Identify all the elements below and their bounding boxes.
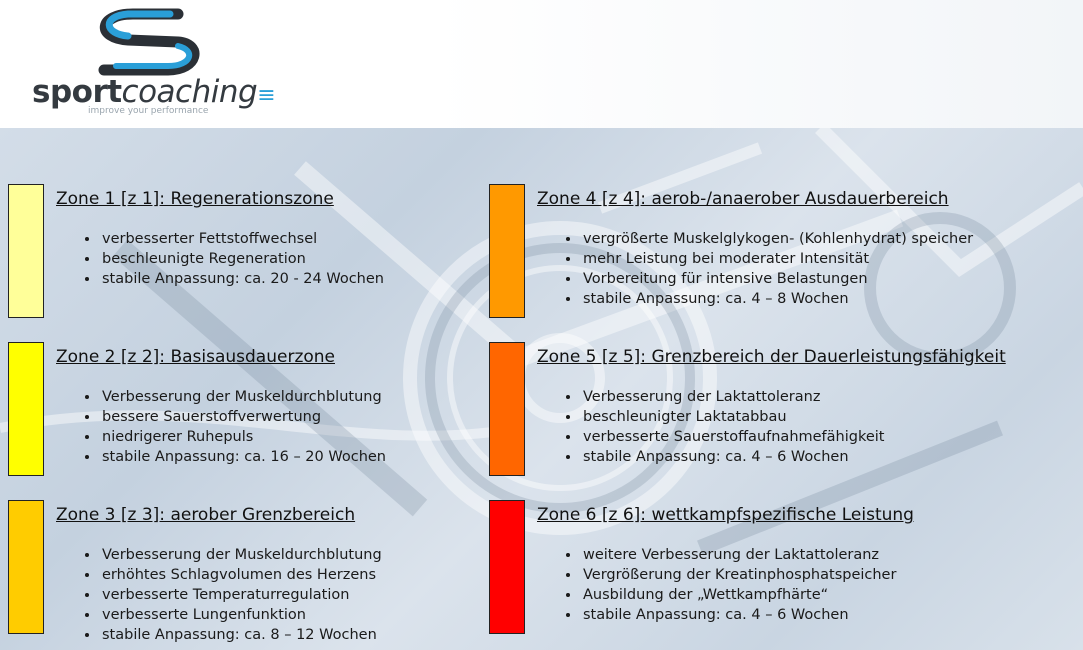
zone-4-title: Zone 4 [z 4]: aerob-/anaerober Ausdauerbereich: [537, 189, 949, 209]
list-item: • verbesserte Sauerstoffaufnahmefähigkeit: [581, 427, 884, 447]
zone-2-list: [56, 387, 386, 467]
list-item: • Verbesserung der Muskeldurchblutung: [100, 545, 382, 565]
zone-1-color-swatch: [8, 184, 44, 318]
zone-6-title: Zone 6 [z 6]: wettkampfspezifische Leistung: [537, 505, 914, 525]
list-item: • verbesserte Temperaturregulation: [100, 585, 382, 605]
list-item: • stabile Anpassung: ca. 4 – 8 Wochen: [581, 289, 973, 309]
list-item: • Ausbildung der „Wettkampfhärte“: [581, 585, 896, 605]
zone-1-list: [56, 229, 384, 289]
zone-1-title: Zone 1 [z 1]: Regenerationszone: [56, 189, 334, 209]
list-item: • beschleunigter Laktatabbau: [581, 407, 884, 427]
zone-2-color-swatch: [8, 342, 44, 476]
list-item: • niedrigerer Ruhepuls: [100, 427, 386, 447]
logo-brand-rest: coaching: [121, 74, 258, 110]
logo-mark-icon: ≡: [257, 83, 276, 108]
list-item: • vergrößerte Muskelglykogen- (Kohlenhydrat) speicher: [581, 229, 973, 249]
sportcoaching-logo: [28, 8, 278, 123]
zone-3-list: [56, 545, 382, 645]
zone-4-list: [537, 229, 973, 309]
zone-3-title: Zone 3 [z 3]: aerober Grenzbereich: [56, 505, 356, 525]
list-item: • stabile Anpassung: ca. 4 – 6 Wochen: [581, 605, 896, 625]
zone-4-color-swatch: [489, 184, 525, 318]
zone-5-list: [537, 387, 884, 467]
zone-5-color-swatch: [489, 342, 525, 476]
zone-6-list: [537, 545, 896, 625]
list-item: • stabile Anpassung: ca. 20 - 24 Wochen: [100, 269, 384, 289]
logo-brand-bold: sport: [32, 74, 122, 110]
logo-tagline: improve your performance: [88, 106, 209, 116]
header: [0, 0, 1083, 128]
logo-s-emblem-icon: [28, 8, 278, 78]
zone-3-color-swatch: [8, 500, 44, 634]
list-item: • Verbesserung der Muskeldurchblutung: [100, 387, 386, 407]
list-item: • stabile Anpassung: ca. 4 – 6 Wochen: [581, 447, 884, 467]
list-item: • bessere Sauerstoffverwertung: [100, 407, 386, 427]
list-item: • Vergrößerung der Kreatinphosphatspeicher: [581, 565, 896, 585]
list-item: • weitere Verbesserung der Laktattoleranz: [581, 545, 896, 565]
list-item: • beschleunigte Regeneration: [100, 249, 384, 269]
list-item: • verbesserter Fettstoffwechsel: [100, 229, 384, 249]
list-item: • Vorbereitung für intensive Belastungen: [581, 269, 973, 289]
list-item: • verbesserte Lungenfunktion: [100, 605, 382, 625]
list-item: • stabile Anpassung: ca. 8 – 12 Wochen: [100, 625, 382, 645]
zone-2-title: Zone 2 [z 2]: Basisausdauerzone: [56, 347, 335, 367]
list-item: • Verbesserung der Laktattoleranz: [581, 387, 884, 407]
logo-wordmark: [32, 74, 275, 110]
zone-5-title: Zone 5 [z 5]: Grenzbereich der Dauerleistungsfähigkeit: [537, 347, 1006, 367]
zone-6-color-swatch: [489, 500, 525, 634]
list-item: • mehr Leistung bei moderater Intensität: [581, 249, 973, 269]
list-item: • stabile Anpassung: ca. 16 – 20 Wochen: [100, 447, 386, 467]
list-item: • erhöhtes Schlagvolumen des Herzens: [100, 565, 382, 585]
